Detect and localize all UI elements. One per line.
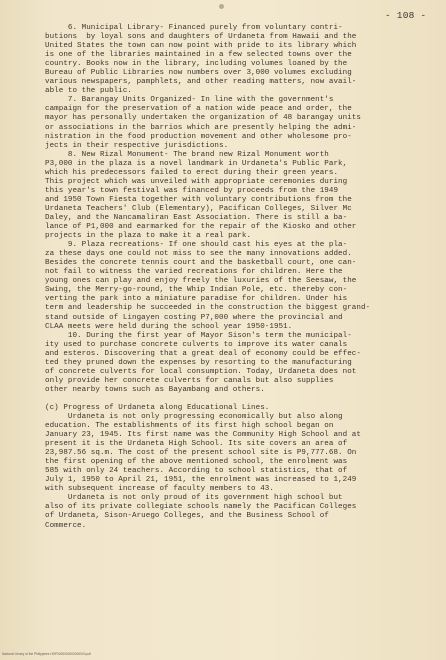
text-line: mayor has personally undertaken the organization of 48 barangay units <box>45 114 361 123</box>
text-line: present it is the Urdaneta High School. Its site covers an area of <box>45 440 348 449</box>
text-line: of Urdaneta, Sison-Aruego Colleges, and the Business School of <box>45 512 329 521</box>
text-line: 23,987.56 sq.m. The cost of the present school site is P9,777.68. On <box>45 449 357 458</box>
text-line: This project which was unveiled with appropriate ceremonies during <box>45 177 348 186</box>
text-line: nistration in the food production movement and other wholesome pro- <box>45 132 352 141</box>
text-line: 9. Plaza recreations- If one should cast his eyes at the pla- <box>45 241 348 250</box>
text-line: Urdaneta Teachers' Club (Elementary), Pacifican Colleges, Silver Mc <box>45 204 352 213</box>
item-10-concrete-culverts <box>45 332 427 395</box>
punch-hole <box>219 4 224 9</box>
text-line: also of its private collegiate schools namely the Pacifican Colleges <box>45 503 357 512</box>
text-line: Swing, the Merry-go-round, the Whip Indian Pole, etc. thereby con- <box>45 286 348 295</box>
text-line: January 23, 1945. Its first name was the Community High School and at <box>45 431 361 440</box>
text-line: Urdaneta is not only progressing economically but also along <box>45 412 343 421</box>
text-line: lance of P1,000 and earmarked for the repair of the Kiosko and other <box>45 223 357 232</box>
text-line: projects in the plaza to make it a real park. <box>45 232 252 241</box>
text-line: (c) Progress of Urdaneta along Educational Lines. <box>45 403 270 412</box>
text-line: not fail to witness the varied recreations for children. Here the <box>45 268 343 277</box>
text-line: verting the park into a miniature paradise for children. Under his <box>45 295 348 304</box>
text-line: of concrete culverts for local consumption. Today, Urdaneta does not <box>45 367 357 376</box>
page-number: - 108 - <box>385 10 427 21</box>
text-line: CLAA meets were held during the school year 1950-1951. <box>45 322 293 331</box>
text-line: P3,000 in the plaza is a novel landmark in Urdaneta's Public Park, <box>45 159 348 168</box>
text-line: this year's town festival was financed by proceeds from the 1949 <box>45 186 339 195</box>
footer-text: National Library of the Philippines HDP0000000000000000.pdf <box>2 652 91 656</box>
text-line: various newspapers, pamphlets, and other reading matters, now avail- <box>45 78 357 87</box>
text-line: with subsequent increase of faculty members to 43. <box>45 485 274 494</box>
text-line: able to the public. <box>45 87 132 96</box>
text-line: and esteros. Discovering that a great deal of economy could be effec- <box>45 349 361 358</box>
text-line: stand outside of Lingayen costing P7,000 where the provincial and <box>45 313 343 322</box>
text-line: United States the town can now point with pride to its library which <box>45 42 357 51</box>
text-line: the first opening of the above mentioned school, the enrolment was <box>45 458 348 467</box>
text-line: 7. Barangay Units Organized- In line with the government's <box>45 96 334 105</box>
item-7-barangay-units <box>45 96 427 150</box>
section-c-educational-lines <box>45 404 427 531</box>
text-line: Bureau of Public Libraries now numbers over 3,000 volumes excluding <box>45 69 352 78</box>
text-line: za these days one could not miss to see the many innovations added. <box>45 250 352 259</box>
item-8-rizal-monument <box>45 151 427 241</box>
text-line: young ones can play and enjoy freely the luxuries of the Seesaw, the <box>45 277 357 286</box>
item-6-municipal-library <box>45 24 427 96</box>
text-line: 6. Municipal Library- Financed purely from voluntary contri- <box>45 24 343 32</box>
body-text <box>45 24 427 531</box>
text-line: July 1, 1950 to April 21, 1951, the enrolment was increased to 1,249 <box>45 476 357 485</box>
text-line: campaign for the preservation of a nation wide peace and order, the <box>45 105 352 114</box>
text-line: Commerce. <box>45 521 87 530</box>
text-line: Daley, and the Nancamaliran East Association. There is still a ba- <box>45 213 348 222</box>
section-gap <box>45 395 427 404</box>
text-line: jects in their respective jurisdictions. <box>45 141 229 150</box>
text-line: Besides the concrete tennis court and the basketball court, one can- <box>45 259 357 268</box>
text-line: and 1950 Town Fiesta together with voluntary contributions from the <box>45 195 352 204</box>
text-line: other nearby towns such as Bayambang and others. <box>45 385 265 394</box>
text-line: only provide her concrete culverts for canals but also supplies <box>45 376 334 385</box>
text-line: Urdaneta is not only proud of its government high school but <box>45 494 343 503</box>
text-line: country. Books now in the library, including volumes loaned by the <box>45 60 348 69</box>
text-line: which his predecessors failed to erect during their green years. <box>45 168 339 177</box>
text-line: ity used to purchase concrete culverts to improve its water canals <box>45 340 348 349</box>
text-line: 8. New Rizal Monument- The brand new Rizal Monument worth <box>45 150 329 159</box>
item-9-plaza-recreations <box>45 241 427 331</box>
text-line: ted they pruned down the expenses by resorting to the manufacturing <box>45 358 352 367</box>
text-line: 10. During the first year of Mayor Sison's term the municipal- <box>45 331 352 340</box>
text-line: or associations in the barrios which are presently helping the admi- <box>45 123 357 132</box>
text-line: butions by loyal sons and daughters of Urdaneta from Hawaii and the <box>45 33 357 42</box>
text-line: is one of the libraries maintained in a few selected towns over the <box>45 51 352 60</box>
text-line: 585 with only 24 teachers. According to school statistics, that of <box>45 467 348 476</box>
text-line: term and leadership he succeeded in the construction the biggest grand- <box>45 304 371 313</box>
text-line: education. The establishments of its first high school began on <box>45 422 334 431</box>
